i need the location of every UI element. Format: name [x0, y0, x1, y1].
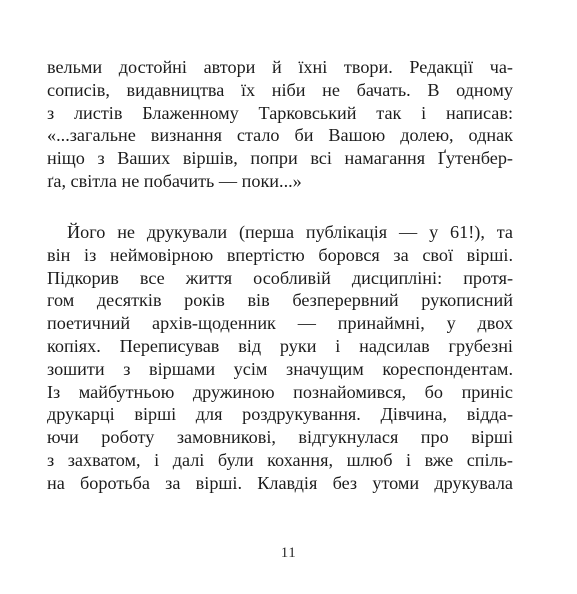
paragraph-line: Із майбутньою дружиною познайомився, бо приніс [47, 381, 513, 402]
paragraph-line: сописів, видавництва їх ніби не бачать. В одному [47, 79, 513, 100]
paragraph-line: друкарці вірші для роздрукування. Дівчина, відда- [47, 404, 513, 425]
paragraph-line: на боротьба за вірші. Клавдія без утоми друкувала [47, 472, 513, 493]
paragraph-line: гом десятків років вів безперервний рукописний [47, 290, 513, 311]
paragraph-line: він із неймовірною впертістю боровся за свої вірші. [47, 244, 513, 265]
paragraph-line: поетичний архів-щоденник — принаймні, у двох [47, 313, 513, 334]
paragraph-line: Підкорив все життя особливій дисципліні: протя- [47, 267, 513, 288]
paragraph-line: з захватом, і далі були кохання, шлюб і вже спіль- [47, 449, 513, 470]
paragraph-line: вельми достойні автори й їхні твори. Редакції ча- [47, 57, 513, 77]
paragraph-line: зошити з віршами усім значущим кореспондентам. [47, 358, 513, 379]
paragraph-line: копіях. Переписував від руки і надсилав грубезні [47, 335, 513, 356]
paragraph-line: Його не друкували (перша публікація — у 61!), та [67, 222, 513, 242]
paragraph-1 [47, 56, 513, 193]
paragraph-line: з листів Блаженному Тарковський так і написав: [47, 102, 513, 123]
page-number: 11 [280, 545, 297, 561]
paragraph-line: ючи роботу замовникові, відгукнулася про вірші [47, 427, 513, 448]
paragraph-line: ніщо з Ваших віршів, попри всі намагання Ґутенбер- [47, 148, 513, 169]
paragraph-line: ґа, світла не побачить — поки...» [47, 170, 302, 191]
paragraph-line: «...загальне визнання стало би Вашою долею, однак [47, 125, 513, 146]
paragraph-2 [47, 221, 513, 495]
